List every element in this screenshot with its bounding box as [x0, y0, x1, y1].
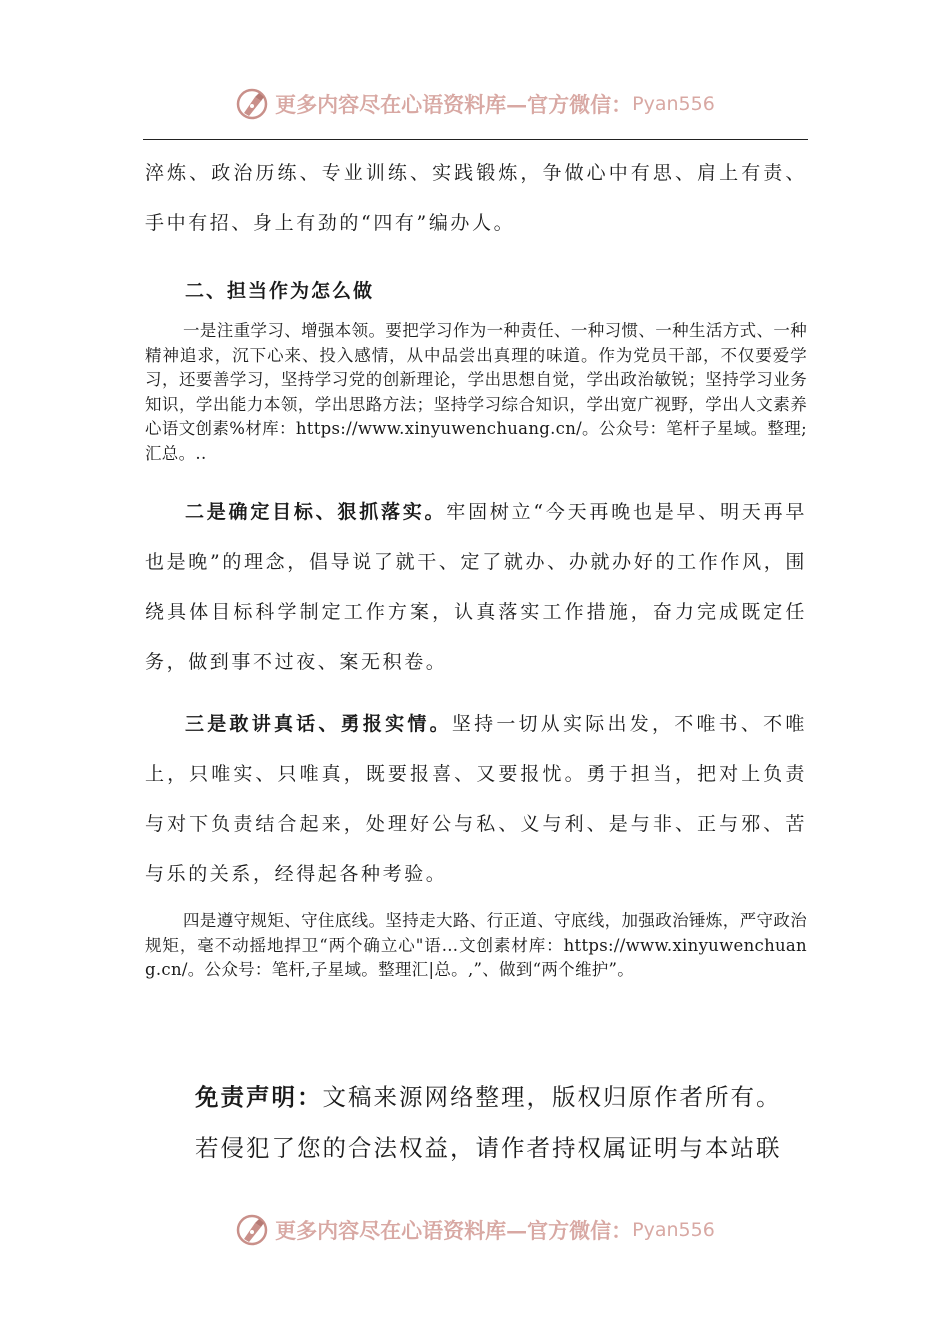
- paragraph-continuation: 淬炼、政治历练、专业训练、实践锻炼，争做心中有思、肩上有责、手中有招、身上有劲的“四有”编办人。: [145, 162, 807, 234]
- paragraph-truth-lead: 三是敢讲真话、勇报实情。: [185, 713, 452, 735]
- header-divider: [143, 139, 808, 140]
- document-body: [145, 148, 807, 983]
- footer-banner: [0, 1210, 950, 1250]
- disclaimer-text-1: 文稿来源网络整理，版权归原作者所有。: [322, 1083, 782, 1111]
- disclaimer: [195, 1072, 835, 1174]
- paragraph-rules: 四是遵守规矩、守住底线。坚持走大路、行正道、守底线，加强政治锤炼，严守政治规矩，毫不动摇地捍卫“两个确立心"语…文创素材库：https://www.xinyuwenchuang.cn/。公众号：笔杆,子星域。整理汇|总。,”、做到“两个维护”。: [145, 911, 807, 979]
- paragraph-goals-lead: 二是确定目标、狠抓落实。: [185, 501, 447, 523]
- paragraph-truth: [145, 699, 807, 899]
- banner-wechat-id: Pyan556: [632, 93, 715, 115]
- paragraph-goals: [145, 487, 807, 687]
- paragraph-goals-text: 牢固树立“今天再晚也是早、明天再早也是晚”的理念，倡导说了就干、定了就办、办就办好的工作作风，围绕具体目标科学制定工作方案，认真落实工作措施，奋力完成既定任务，做到事不过夜、案无积卷。: [145, 501, 807, 673]
- disclaimer-line-2: 若侵犯了您的合法权益，请作者持权属证明与本站联: [195, 1134, 782, 1162]
- footer-banner-wechat-id: Pyan556: [632, 1219, 715, 1241]
- disclaimer-line-1: [195, 1072, 835, 1123]
- header-banner: [0, 84, 950, 124]
- disclaimer-label: 免责声明：: [195, 1083, 323, 1111]
- banner-text: 更多内容尽在心语资料库—官方微信：: [275, 92, 633, 117]
- pen-nib-icon: [235, 87, 269, 121]
- paragraph-truth-text: 坚持一切从实际出发，不唯书、不唯上，只唯实、只唯真，既要报喜、又要报忧。勇于担当，把对上负责与对下负责结合起来，处理好公与私、义与利、是与非、正与邪、苦与乐的关系，经得起各种考验。: [145, 713, 807, 885]
- section-heading: 二、担当作为怎么做: [185, 280, 375, 302]
- pen-nib-icon: [235, 1213, 269, 1247]
- footer-banner-text: 更多内容尽在心语资料库—官方微信：: [275, 1218, 633, 1243]
- paragraph-study: 一是注重学习、增强本领。要把学习作为一种责任、一种习惯、一种生活方式、一种精神追求，沉下心来、投入感情，从中品尝出真理的味道。作为党员干部，不仅要爱学习，还要善学习，坚持学习党的创新理论，学出思想自觉，学出政治敏锐；坚持学习业务知识，学出能力本领，学出思路方法；坚持学习综合知识，学出宽广视野，学出人文素养心语文创素%材库：https://www.xinyuwenchuang.cn/。公众号：笔杆子星域。整理;汇总。..: [145, 321, 807, 463]
